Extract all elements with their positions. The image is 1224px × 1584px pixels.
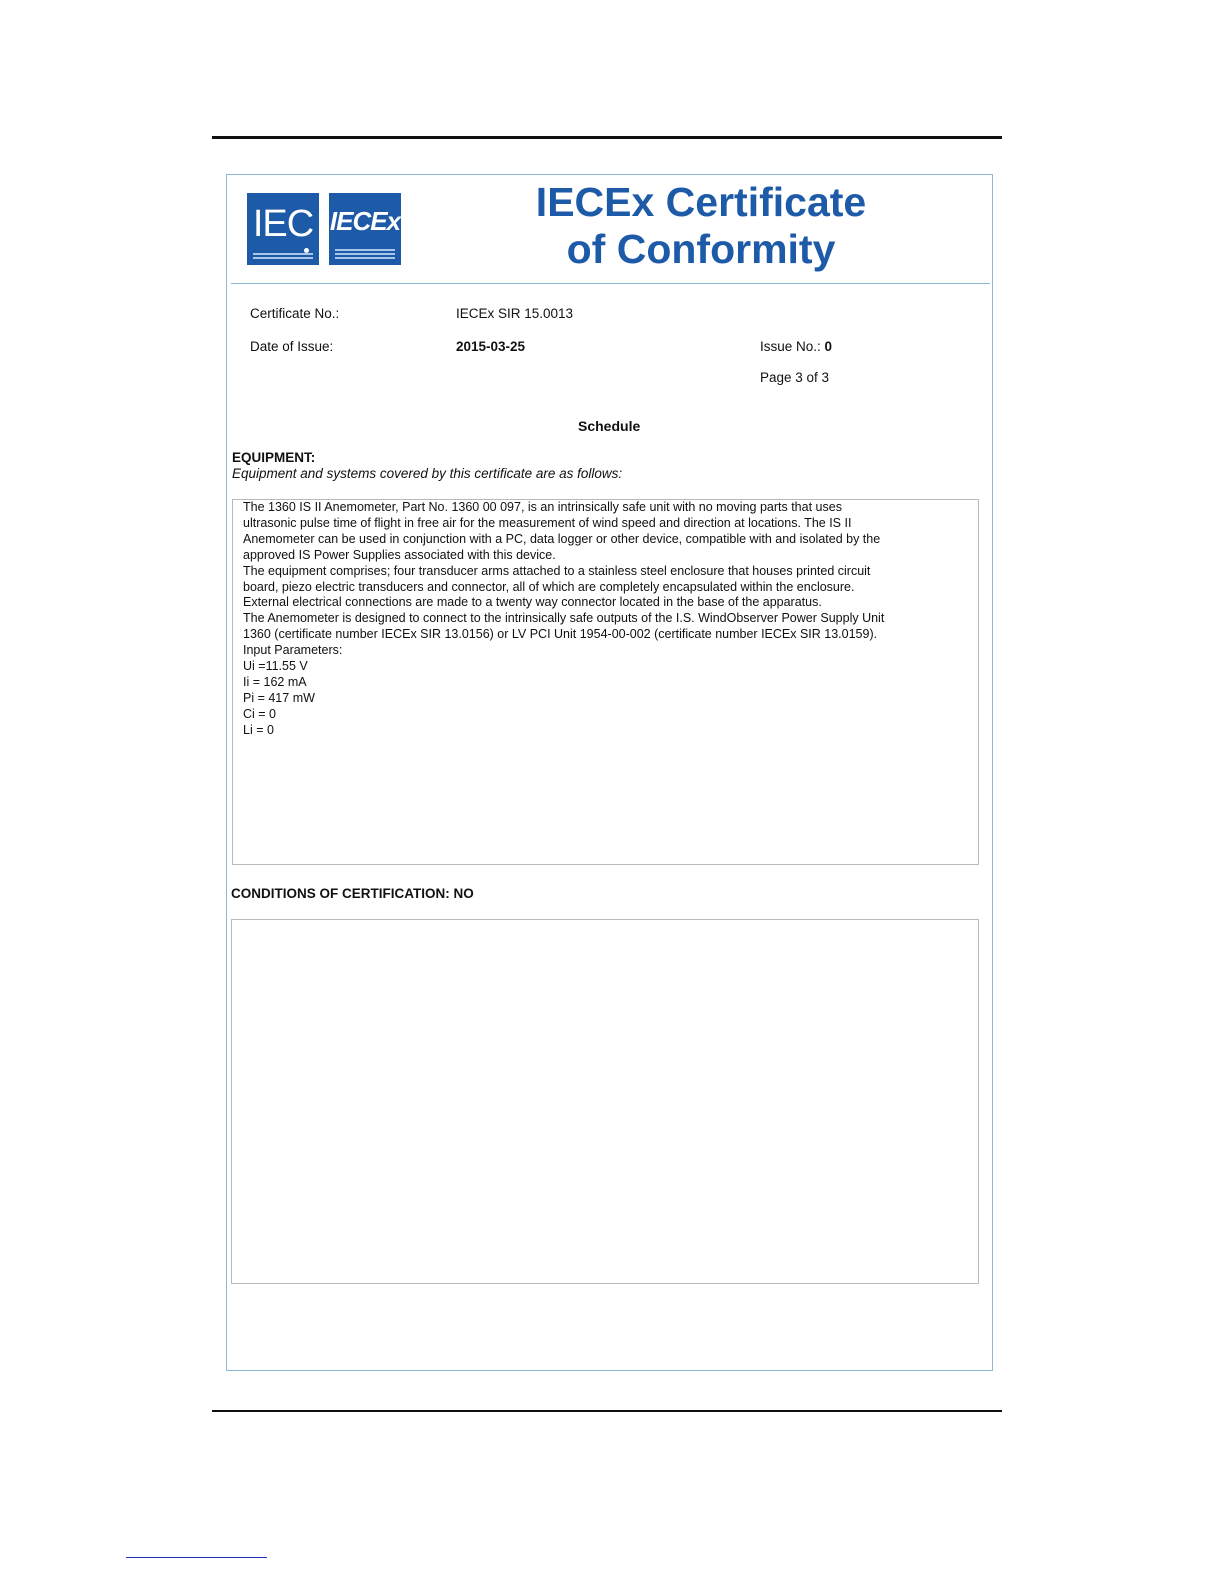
iec-logo <box>247 193 319 265</box>
issue-no-value: 0 <box>824 339 833 354</box>
description-line: The equipment comprises; four transducer arms attached to a stainless steel enclosure that houses printed circuit <box>243 563 871 578</box>
equipment-description <box>243 500 971 739</box>
description-line: External electrical connections are made to a twenty way connector located in the base of the apparatus. <box>243 595 822 610</box>
iecex-logo-text: IECEx <box>329 206 401 236</box>
iecex-logo <box>329 193 401 265</box>
page-number: Page 3 of 3 <box>760 370 830 385</box>
input-parameters-label: Input Parameters: <box>243 643 343 658</box>
certificate-no-label: Certificate No.: <box>250 306 340 321</box>
description-line: approved IS Power Supplies associated with this device. <box>243 547 556 562</box>
param-pi: Pi = 417 mW <box>243 690 315 705</box>
footnote-separator <box>126 1557 267 1558</box>
param-ui: Ui =11.55 V <box>243 659 308 674</box>
footer-rule <box>212 1410 1002 1412</box>
description-line: board, piezo electric transducers and connector, all of which are completely encapsulated within the enclosure. <box>243 579 855 594</box>
date-value: 2015-03-25 <box>456 339 526 354</box>
certificate-no-value: IECEx SIR 15.0013 <box>456 306 574 321</box>
schedule-heading: Schedule <box>578 418 641 434</box>
description-line: The Anemometer is designed to connect to the intrinsically safe outputs of the I.S. WindObserver Power Supply Unit <box>243 611 885 626</box>
equipment-subheading: Equipment and systems covered by this certificate are as follows: <box>232 466 623 481</box>
issue-no-label: Issue No.: <box>760 339 821 354</box>
description-line: Anemometer can be used in conjunction with a PC, data logger or other device, compatible with and isolated by the <box>243 531 881 546</box>
param-li: Li = 0 <box>243 722 274 737</box>
title-line-1: IECEx Certificate <box>535 179 867 225</box>
description-line: ultrasonic pulse time of flight in free air for the measurement of wind speed and direction at locations. The IS II <box>243 515 852 530</box>
equipment-heading: EQUIPMENT: <box>232 450 316 465</box>
conditions-box <box>231 919 979 1284</box>
header-rule <box>212 136 1002 139</box>
issue-no <box>760 339 832 354</box>
description-line: The 1360 IS II Anemometer, Part No. 1360 00 097, is an intrinsically safe unit with no moving parts that uses <box>243 500 842 514</box>
param-ii: Ii = 162 mA <box>243 674 307 689</box>
title-line-2: of Conformity <box>566 226 836 272</box>
date-label: Date of Issue: <box>250 339 334 354</box>
description-line: 1360 (certificate number IECEx SIR 13.0156) or LV PCI Unit 1954-00-002 (certificate number IECEx SIR 13.0159). <box>243 627 878 642</box>
iec-logo-text: IEC <box>252 203 314 245</box>
certificate-header <box>231 177 990 284</box>
conditions-heading: CONDITIONS OF CERTIFICATION: NO <box>231 886 474 901</box>
param-ci: Ci = 0 <box>243 706 277 721</box>
